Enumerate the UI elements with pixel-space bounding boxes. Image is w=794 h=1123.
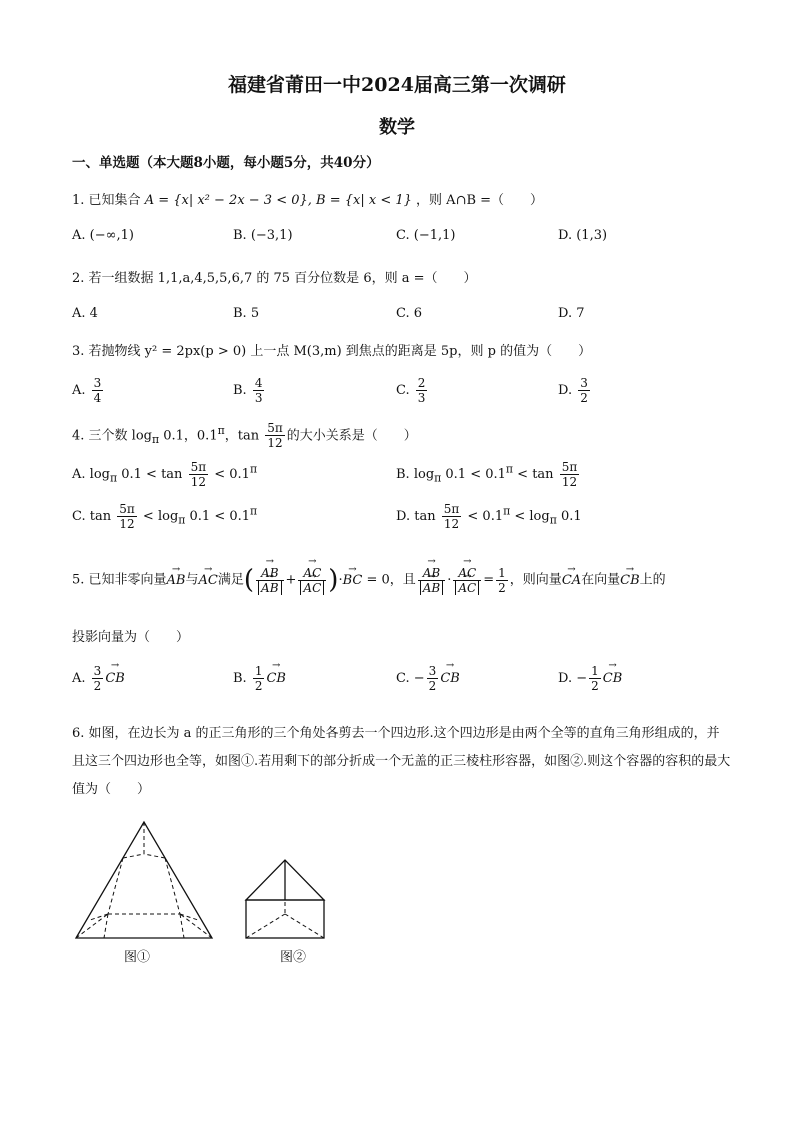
q5-option-b[interactable]: B. $\frac{1}{2}$ → CB <box>233 664 286 693</box>
question-2: 2. 若一组数据 1,1,a,4,5,5,6,7 的 75 百分位数是 6，则 a =（ ） <box>72 271 477 286</box>
q4-option-b[interactable]: B. $\log_\pi 0.1 < 0.1^\pi < \tan$ $\frac{5\pi}{12}$ <box>396 460 578 489</box>
q2-option-b[interactable]: B. 5 <box>233 306 260 321</box>
q1-post: ，则 A∩B =（ ） <box>416 193 544 208</box>
q1-set-a: A = {x| x² − 2x − 3 < 0} <box>144 193 308 208</box>
q1-set-b: , B = {x| x < 1} <box>307 193 412 208</box>
question-3: 3. 若抛物线 y² = 2px(p > 0) 上一点 M(3,m) 到焦点的距离是 5p，则 p 的值为（ ） <box>72 344 592 359</box>
q5-option-d[interactable]: D. − $\frac{1}{2}$ → CB <box>558 664 622 693</box>
q3-option-d[interactable]: D. $\frac{3}{2}$ <box>558 376 588 405</box>
q4-option-c[interactable]: C. tan $\frac{5\pi}{12}$ < $\log_\pi 0.1 < 0.1^\pi$ <box>72 502 258 531</box>
q4-options-row1 <box>72 460 732 496</box>
q3-option-b[interactable]: B. $\frac{4}{3}$ <box>233 376 263 405</box>
question-5: 5. 已知非零向量→ AB与→ AC满足( → AB → AB + → AC → AC )·→ BC = 0，且 → AB → AB · → AC → AC = $\frac{1}{2}$ ，则向量→ CA在向量→ CB上的 <box>72 555 732 606</box>
q4-options-row2 <box>72 502 732 538</box>
q2-option-d[interactable]: D. 7 <box>558 306 585 321</box>
q1-option-c[interactable]: C. (−1,1) <box>396 228 456 243</box>
q3-options <box>72 376 732 410</box>
q1-options <box>72 228 732 254</box>
q5-option-a[interactable]: A. $\frac{3}{2}$ → CB <box>72 664 125 693</box>
question-6: 6. 如图，在边长为 a 的正三角形的三个角处各剪去一个四边形.这个四边形是由两个全等的直角三角形组成的，并且这三个四边形也全等，如图①.若用剩下的部分折成一个无盖的正三棱柱形容器，如图②.则这个容器的容积的最大值为（ ） <box>72 726 731 797</box>
q3-option-c[interactable]: C. $\frac{2}{3}$ <box>396 376 426 405</box>
q4-option-d[interactable]: D. tan $\frac{5\pi}{12}$ < $0.1^\pi < \log_\pi 0.1$ <box>396 502 582 531</box>
q2-option-a[interactable]: A. 4 <box>72 306 98 321</box>
q4-option-a[interactable]: A. $\log_\pi 0.1 < \tan$ $\frac{5\pi}{12}$ < $0.1^\pi$ <box>72 460 258 489</box>
q1-option-d[interactable]: D. (1,3) <box>558 228 608 243</box>
q1-pre: 1. 已知集合 <box>72 193 141 208</box>
page-title: 福建省莆田一中2024届高三第一次调研 <box>228 74 566 96</box>
q5-options <box>72 664 732 704</box>
figure-1-caption: 图① <box>124 950 151 965</box>
figure-2-caption: 图② <box>280 950 307 965</box>
question-1 <box>72 190 732 212</box>
q2-option-c[interactable]: C. 6 <box>396 306 423 321</box>
q1-option-a[interactable]: A. (−∞,1) <box>72 228 134 243</box>
q3-option-a[interactable]: A. $\frac{3}{4}$ <box>72 376 102 405</box>
fig1-inner-lines <box>76 822 212 938</box>
q2-options <box>72 306 732 332</box>
section-heading: 一、单选题（本大题8小题，每小题5分，共40分） <box>72 155 380 171</box>
q5-option-c[interactable]: C. − $\frac{3}{2}$ → CB <box>396 664 460 693</box>
question-5-line2: 投影向量为（ ） <box>72 630 190 645</box>
subject-title: 数学 <box>379 117 415 138</box>
question-4: 4. 三个数 $\log_\pi 0.1$，$0.1^\pi$，tan $\frac{5\pi}{12}$ 的大小关系是（ ） <box>72 421 417 451</box>
q1-option-b[interactable]: B. (−3,1) <box>233 228 293 243</box>
